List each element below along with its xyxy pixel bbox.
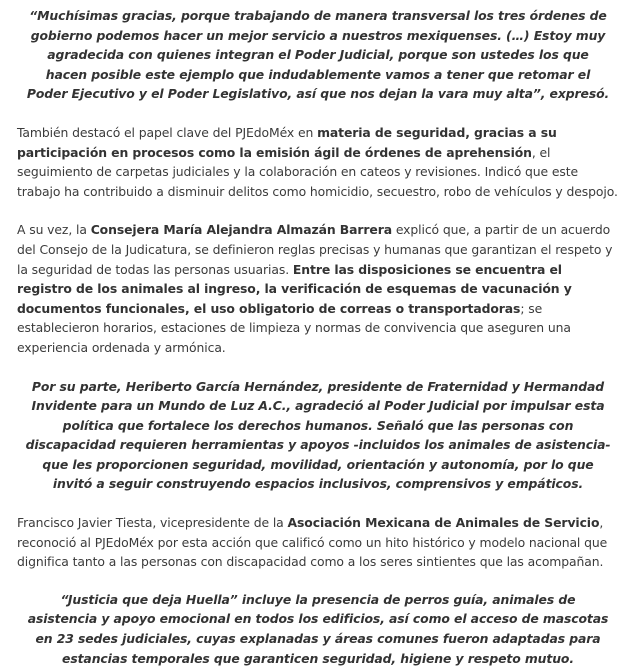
text-run: , el seguimiento de carpetas judiciales y la colaboración en cateos y revisiones. Indicó que este trabajo ha contribuido a disminuir delitos como homicidio, secuestro, robo de vehículos y despojo. <box>17 144 618 199</box>
text-run: Francisco Javier Tiesta, vicepresidente de la <box>17 515 288 531</box>
bold-text-run: Entre las disposiciones se encuentra el registro de los animales al ingreso, la verificación de esquemas de vacunación y documentos funcionales, el uso obligatorio de correas o transportadoras <box>17 261 572 316</box>
paragraph-spacer <box>17 201 619 220</box>
text-run: , reconoció al PJEdoMéx por esta acción que calificó como un hito histórico y modelo nacional que dignifica tanto a las personas con discapacidad como a los seres sintientes que las acompañan. <box>17 515 608 570</box>
bold-text-run: materia de seguridad, gracias a su participación en procesos como la emisión ágil de órdenes de aprehensión <box>17 124 557 160</box>
text-run: A su vez, la <box>17 222 91 238</box>
paragraph-consejera <box>17 220 619 357</box>
text-run: También destacó el papel clave del PJEdoMéx en <box>17 124 318 140</box>
quote-paragraph-heriberto: Por su parte, Heriberto García Hernández, presidente de Fraternidad y Hermandad Invidente para un Mundo de Luz A.C., agradeció al Poder Judicial por impulsar esta política que fortalece los derechos humanos. Señaló que las personas con discapacidad requieren herramientas y apoyos -incluidos los animales de asistencia- que les proporcionen seguridad, movilidad, orientación y autonomía, por lo que invitó a seguir construyendo espacios inclusivos, comprensivos y empáticos. <box>25 378 611 492</box>
paragraph-spacer <box>17 572 619 590</box>
text-run: explicó que, a partir de un acuerdo del Consejo de la Judicatura, se definieron reglas precisas y humanas que garantizan el respeto y la seguridad de todas las personas usuarias. <box>17 222 613 277</box>
paragraph-security <box>17 123 619 201</box>
paragraph-tiesta <box>17 513 619 572</box>
quote-paragraph-justicia: “Justicia que deja Huella” incluye la presencia de perros guía, animales de asistencia y apoyo emocional en todos los edificios, así como el acceso de mascotas en 23 sedes judiciales, cuyas explanadas y áreas comunes fueron adaptadas para estancias temporales que garanticen seguridad, higiene y respeto mutuo. <box>27 591 609 666</box>
paragraph-spacer <box>17 358 619 377</box>
quote-paragraph-governor: “Muchísimas gracias, porque trabajando de manera transversal los tres órdenes de gobierno podemos hacer un mejor servicio a nuestros mexiquenses. (…) Estoy muy agradecida con quienes integran el Poder Judicial, porque son ustedes los que hacen posible este ejemplo que indudablemente vamos a tener que retomar el Poder Ejecutivo y el Poder Legislativo, así que nos dejan la vara muy alta”, expresó. <box>26 8 610 102</box>
paragraph-spacer <box>17 104 619 123</box>
bold-text-run: Asociación Mexicana de Animales de Servicio <box>287 515 600 531</box>
bold-text-run: Consejera María Alejandra Almazán Barrera <box>90 222 392 238</box>
paragraph-spacer <box>17 494 619 513</box>
text-run: ; se establecieron horarios, estaciones de limpieza y normas de convivencia que aseguren una experiencia ordenada y armónica. <box>17 300 571 355</box>
